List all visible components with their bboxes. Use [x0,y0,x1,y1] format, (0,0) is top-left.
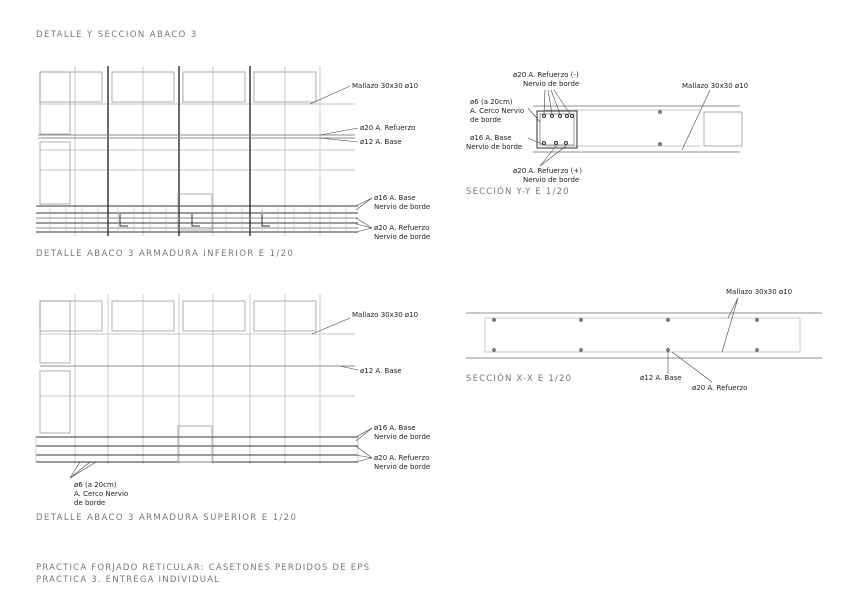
nervio-de-borde-band [36,194,358,232]
nervio-de-borde-band-superior [36,426,358,462]
main-rebars [38,66,355,236]
label-refuerzo: ø20 A. Refuerzo [360,124,416,132]
label-yy-cerco-2: A. Cerco Nervio [470,107,525,115]
detail-inferior-drawing [36,66,372,236]
section-xx-drawing [466,298,822,382]
label-base: ø12 A. Base [360,138,402,146]
label-yy-mallazo: Mallazo 30x30 ø10 [682,82,749,90]
label-yy-refuerzo-neg: ø20 A. Refuerzo (-) [513,71,579,79]
footer-line-2: PRACTICA 3. ENTREGA INDIVIDUAL [36,575,221,585]
label-yy-base: ø16 A. Base [470,134,512,142]
rebar-dots [543,111,662,146]
label-sup-cerco-1: ø6 (a 20cm) [74,481,117,489]
label-sup-nervio-refuerzo: ø20 A. Refuerzo [374,454,430,462]
section-yy-drawing [528,90,742,166]
label-yy-refuerzo-pos: ø20 A. Refuerzo (+) [513,167,582,175]
mallazo-mesh [40,66,355,236]
label-sup-base: ø12 A. Base [360,367,402,375]
footer-line-1: PRACTICA FORJADO RETICULAR: CASETONES PERDIDOS DE EPS [36,563,371,573]
caption-detalle-inferior: DETALLE ABACO 3 ARMADURA INFERIOR E 1/20 [36,249,295,259]
label-yy-cerco-1: ø6 (a 20cm) [470,98,513,106]
label-yy-base-sub: Nervio de borde [466,143,523,151]
label-nervio-base: ø16 A. Base [374,194,416,202]
label-xx-base: ø12 A. Base [640,374,682,382]
label-mallazo: Mallazo 30x30 ø10 [352,82,419,90]
label-nervio-refuerzo: ø20 A. Refuerzo [374,224,430,232]
label-sup-nervio-refuerzo-sub: Nervio de borde [374,463,431,471]
label-sup-cerco-3: de borde [74,499,106,507]
caption-seccion-xx: SECCIÓN X-X E 1/20 [466,374,573,384]
label-sup-nervio-base-sub: Nervio de borde [374,433,431,441]
caption-detalle-superior: DETALLE ABACO 3 ARMADURA SUPERIOR E 1/20 [36,513,298,523]
label-sup-cerco-2: A. Cerco Nervio [74,490,129,498]
label-nervio-refuerzo-sub: Nervio de borde [374,233,431,241]
casetones-grid-superior [40,301,316,433]
label-nervio-base-sub: Nervio de borde [374,203,431,211]
label-sup-mallazo: Mallazo 30x30 ø10 [352,311,419,319]
mallazo-mesh-superior [40,294,355,464]
label-sup-nervio-base: ø16 A. Base [374,424,416,432]
label-xx-mallazo: Mallazo 30x30 ø10 [726,288,793,296]
caption-seccion-yy: SECCIÓN Y-Y E 1/20 [466,187,570,197]
sheet-title: DETALLE Y SECCION ABACO 3 [36,30,198,40]
label-yy-cerco-3: de borde [470,116,502,124]
label-xx-refuerzo: ø20 A. Refuerzo [692,384,748,392]
detail-superior-drawing [36,294,372,478]
label-yy-refuerzo-pos-sub: Nervio de borde [523,176,580,184]
label-yy-refuerzo-neg-sub: Nervio de borde [523,80,580,88]
